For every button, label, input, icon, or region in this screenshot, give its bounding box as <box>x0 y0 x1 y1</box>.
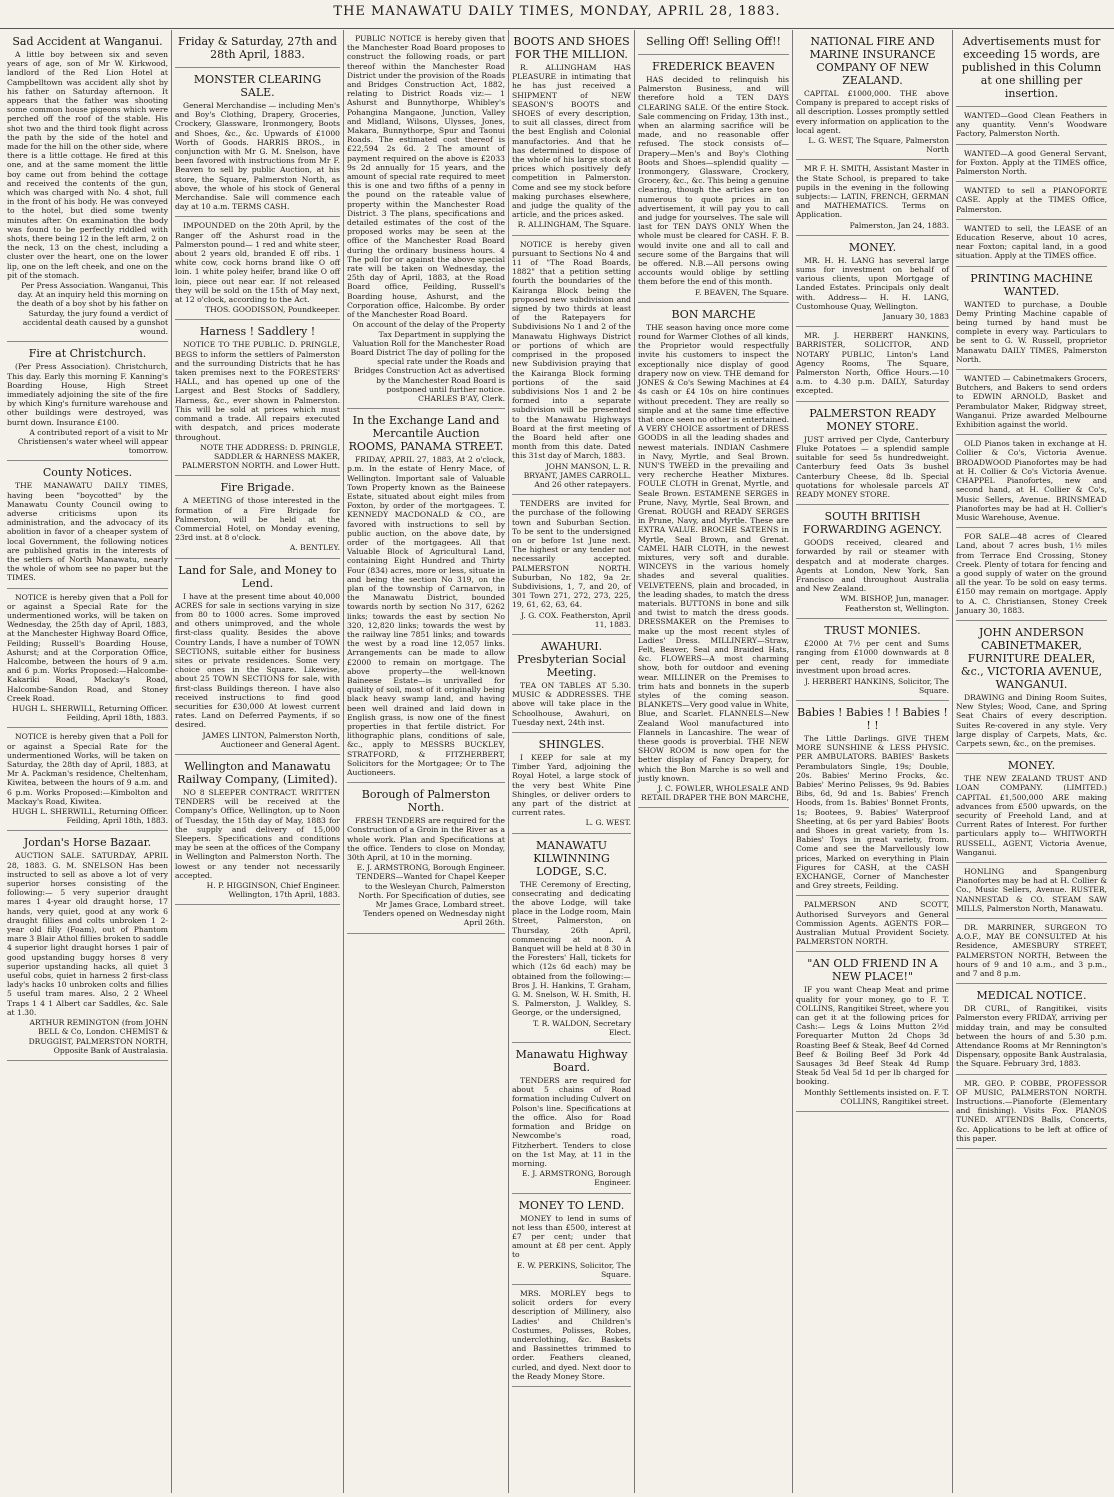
block-signature: T. R. WALDON, Secretary Elect. <box>532 1018 631 1037</box>
block-signature: THOS. GOODISSON, Poundkeeper. <box>205 305 340 315</box>
advert-block <box>796 505 952 619</box>
column-3 <box>344 30 509 1493</box>
block-heading: Borough of Palmerston North. <box>361 788 491 815</box>
block-body: IMPOUNDED on the 20th April, by the Ranger off the Ashurst road in the Palmerston pound— 1 red and white steer, about 2 years old, branded E off ribs. 1 white cow, cock horns brand like O off loin. 1 white poley heifer, brand like O off loin, piece out near ear. If not released they will be sold on the 15th of May next, at 12 o'clock, according to the Act. <box>175 221 343 305</box>
column-2 <box>172 30 344 1493</box>
advert-block <box>796 896 952 952</box>
block-heading: AWAHURI. Presbyterian Social Meeting. <box>517 639 626 679</box>
advert-block <box>512 1194 634 1285</box>
advert-block <box>956 370 1110 435</box>
block-body: WANTED—A good General Servant, for Foxton. Apply at the TIMES office, Palmerston North. <box>956 148 1110 177</box>
block-signature: J. C. FOWLER, WHOLESALE AND RETAIL DRAPER THE BON MARCHE, <box>641 784 789 803</box>
advert-block <box>796 30 952 160</box>
advert-block <box>7 589 171 729</box>
advert-block <box>956 621 1110 754</box>
masthead: THE MANAWATU DAILY TIMES, MONDAY, APRIL 28, 1883. <box>0 4 1114 29</box>
block-signature: Palmerston, Jan 24, 1883. <box>849 220 949 230</box>
advert-block <box>347 783 508 933</box>
advert-block <box>796 952 952 1112</box>
block-body: I KEEP for sale at my Timber Yard, adjoining the Royal Hotel, a large stock of the very best White Pine Shingles, or deliver orders to any part of the district at current rates. <box>512 753 634 818</box>
block-body: MR. GEO. P. COBBE, PROFESSOR OF MUSIC, PALMERSTON NORTH. Instructions.—Pianoforte (Elementary and finishing). Visits Fox. PIANOS TUNED. ATTENDS Balls, Concerts, &c. Applications to be left at office of this paper. <box>956 1078 1110 1143</box>
block-body: DR. MARRINER, SURGEON TO A.O.F., MAY BE CONSULTED At his Residence, AMESBURY STREET, PALMERSTON NORTH, Between the hours of 9 and 10 a.m., and 3 p.m., and 7 and 8 p.m. <box>956 923 1110 979</box>
block-body: NOTICE TO THE PUBLIC. D. PRINGLE, BEGS to inform the settlers of Palmerston and the surrounding Districts that he has taken premises next to the FORESTERS' HALL, and has opened up one of the Largest and Best Stocks of Saddlery, Harness, &c., ever shown in Palmerston. This will be sold at prices which must command a trade. All repairs executed with despatch, and prices moderate throughout. <box>175 340 343 442</box>
advert-block <box>175 476 343 558</box>
advert-block <box>956 220 1110 267</box>
advert-block <box>347 30 508 409</box>
block-heading: Land for Sale, and Money to Lend. <box>178 563 337 590</box>
block-body: THE MANAWATU DAILY TIMES, having been "boycotted" by the Manawatu County Council owing to adverse criticisms upon its administration, and the advocacy of its abolition in favor of a cheaper system of local Government, the following notices are published gratis in the interests of the settlers of North Manawatu, nearly the whole of whom see no paper but the TIMES. <box>7 481 171 583</box>
advert-block <box>512 30 634 236</box>
block-body: CAPITAL £1000,000. THE above Company is prepared to accept risks of all description. Losses promptly settled every information on application to the local agent. <box>796 89 952 135</box>
advert-block <box>796 402 952 505</box>
block-heading: JOHN ANDERSON CABINETMAKER, FURNITURE DEALER, &c., VICTORIA AVENUE, WANGANUI. <box>960 625 1103 691</box>
column-7 <box>953 30 1110 1493</box>
block-heading: NATIONAL FIRE AND MARINE INSURANCE COMPANY OF NEW ZEALAND. <box>809 35 936 87</box>
advert-block <box>956 754 1110 863</box>
advert-block <box>512 1043 634 1193</box>
advert-block <box>638 30 789 55</box>
block-body: JUST arrived per Clyde, Canterbury Fluke Potatoes — a splendid sample suitable for seed 5s hundredweight. Canterbury feed Oats 3s bushel Canterbury Cheese, 8d lb. Special quotations for wholesale parcels AT READY MONEY STORE. <box>796 434 952 499</box>
block-body: I have at the present time about 40,000 ACRES for sale in sections varying in size from 80 to 1000 acres. Some improved and others unimproved, and the whole first-class quality. Besides the above Country Lands, I have a number of TOWN SECTIONS, suitable either for business sites or private residences. Some very choice ones in the Square. Likewise, about 25 TOWN SECTIONS for sale, with first-class Buildings thereon. I have also received instructions to find good securities for £30,000 At lowest current rates. Land on Deferred Payments, if so desired. <box>175 591 343 730</box>
block-signature: JOHN MANSON, L. R. BRYANT, JAMES CARROLL. And 26 other ratepayers. <box>523 461 631 489</box>
advert-block <box>347 409 508 783</box>
block-body: A little boy between six and seven years of age, son of Mr W. Kirkwood, landlord of the Red Lion Hotel at Campbelltown was accident ally shot by his father on Saturday afternoon. It appears that the father was shooting some common house pigeons which were perched off the roof of the stable. His shot two and the third took flight across the path by the side of the hotel and made for the hill on the other side, where there is a little cottage. He fired at this one, and at the same moment the little boy came out from behind the cottage and received the contents of the gun, which was charged with No. 4 shot, full in the front of his body. He was conveyed to the hotel, but died some twenty minutes after. On examination the body was found to be perfectly riddled with shots, there being 12 in the left arm, 2 on the neck, 13 on the chest, including a cluster over the heart, one on the lower lip, one on the left cheek, and one on the pit of the stomach. <box>7 50 171 280</box>
block-body: MR. J. HERBERT HANKINS, BARRISTER, SOLICITOR, AND NOTARY PUBLIC, Linton's Land Agency Rooms, The Square, Palmerston North, Office Hours.—10 a.m. to 4.30 p.m. DAILY, Saturday excepted. <box>796 331 952 396</box>
block-signature: A contributed report of a visit to Mr Christiensen's water wheel will appear tomorrow. <box>17 427 168 456</box>
advert-block <box>175 30 340 68</box>
block-heading: MONEY. <box>1007 759 1056 773</box>
advert-block <box>956 863 1110 919</box>
block-body: WANTED to purchase, a Double Demy Printing Machine capable of being turned by hand must be complete in every way. Particulars to be sent to G. W. Russell, proprietor Manawatu DAILY TIMES, Palmerston North. <box>956 299 1110 364</box>
column-5 <box>635 30 793 1493</box>
block-body: NOTICE is hereby given pursuant to Sections No 4 and 11 of "The Road Boards, 1882" that a petition setting fourth the boundaries of the Kairanga Block being the proposed new subdivision and signed by two thirds at least of the Ratepayers for Subdivisions No 1 and 2 of the Manawatu Highways District or portions of which are comprised in the proposed new Subdivision praying that the Kairanga Block forming portions of the said subdivisions Nos 1 and 2 be formed into a separate subdivision will be presented to the Manawatu Highways Board at the first meeting of the Board held after one month from this date. Dated this 31st day of March, 1883. <box>512 239 634 461</box>
block-signature: F. BEAVEN, The Square. <box>694 287 789 297</box>
block-body: MRS. MORLEY begs to solicit orders for every description of Millinery, also Ladies' and Children's Costumes, Polisses, Robes, underclothing, &c. Baskets and Bassinettes trimmed to order. Feathers cleaned, curled, and dyed. Next door to the Ready Money Store. <box>512 1288 634 1381</box>
block-body: TEA ON TABLES AT 5.30. MUSIC & ADDRESSES. THE above will take place in the Schoolhouse, Awahuri, on Tuesday next, 24th inst. <box>512 680 634 727</box>
block-body: General Merchandise — including Men's and Boy's Clothing, Drapery, Groceries, Crockery, Glassware, Ironmongery, Boots and Shoes, &c., &c. Upwards of £1000 Worth of Goods. HARRIS BROS., in conjunction with Mr G. M. Snelson, have been favored with instructions from Mr F. Beaven to sell by public Auction, at his store, the Square, Palmerston North, as above, the whole of his stock of General Merchandise. Sale will commence each day at 10 a.m. TERMS CASH. <box>175 101 343 212</box>
block-heading: BOOTS AND SHOES FOR THE MILLION. <box>513 35 630 61</box>
advert-block <box>7 831 171 1060</box>
block-heading: Harness ! Saddlery ! <box>199 325 316 339</box>
block-body: IF you want Cheap Meat and prime quality for your money, go to F. T. COLLINS, Rangitikei Street, where you can get it at the following prices for Cash:— Legs & Loins Mutton 2½d Forequarter Mutton 2d Chops 3d Roasting Beef & Steak, Beef 4d Corned Beef & Boiling Beef 3d Pork 4d Sausages 3d Beef Steak 4d Rump Steak 5d Veal 5d 1d per lb charged for booking. <box>796 985 952 1087</box>
block-signature: HUGH L. SHERWILL, Returning Officer. Feilding, April 18th, 1883. <box>12 704 168 723</box>
block-signature: Per Press Association. Wanganui, This day. At an inquiry held this morning on the death of a boy shot by his father on Saturday, the jury found a verdict of accidental death caused by a gunshot wound. <box>16 281 168 337</box>
block-signature: HUGH L. SHERWILL, Returning Officer. Feilding, April 18th, 1883. <box>12 807 168 826</box>
block-body: A MEETING of those interested in the formation of a Fire Brigade for Palmerston, will be held at the Commercial Hotel, on Monday evening, 23rd inst. at 8 o'clock. <box>175 496 343 543</box>
advert-block <box>638 303 792 809</box>
block-heading: Advertisements must for exceeding 15 words, are published in this Column at one shilling per insertion. <box>961 35 1102 100</box>
block-body: WANTED—Good Clean Feathers in any quantity. Venn's Woodware Factory, Palmerston North. <box>956 111 1110 139</box>
advert-block <box>796 236 952 327</box>
block-heading: SHINGLES. <box>538 738 605 751</box>
block-body: WANTED to sell, the LEASE of an Education Reserve, about 10 acres, near Foxton; capital land, in a good situation. Apply at the TIMES office. <box>956 223 1110 261</box>
advert-block <box>512 495 634 635</box>
block-body: NOTICE is hereby given that a Poll for or against a Special Rate for the undermentioned works, will be taken on Wednesday, the 25th day of April, 1883, at the Manchester Highway Board Office, Feilding; Russell's Boarding House, Ashurst; and at the Corporation Office, Halcombe, between the hours of 9 a.m. and 6 p.m. Works Proposed:—Halcombe-Kakariki Road, Mackay's Road, Halcombe-Sandon Road, and Stoney Creek Road. <box>7 592 171 703</box>
block-signature: E. J. ARMSTRONG, Borough Engineer. <box>521 1169 631 1188</box>
advert-block <box>956 528 1110 621</box>
block-body: MONEY to lend in sums of not less than £500, interest at £7 per cent; under that amount at £8 per cent. Apply to <box>512 1213 634 1260</box>
advert-block <box>956 30 1107 107</box>
block-body: OLD Pianos taken in exchange at H. Collier & Co's, Victoria Avenue. BROADWOOD Pianofortes may be had at H. Collier & Co's Victoria Avenue. CHAPPEL Pianofortes, new and second hand, at H. Collier & Co's, Music Sellers, Avenue. BRINSMEAD Pianofortes may be had at H. Collier's Music Warehouse, Avenue. <box>956 439 1110 522</box>
block-heading: In the Exchange Land and Mercantile Auction ROOMS, PANAMA STREET. <box>348 414 504 454</box>
advert-block <box>956 182 1110 220</box>
block-heading: SOUTH BRITISH FORWARDING AGENCY. <box>803 510 942 537</box>
page-columns <box>4 30 1110 1493</box>
block-heading: PALMERSTON READY MONEY STORE. <box>809 406 936 433</box>
block-body: GOODS received, cleared and forwarded by rail or steamer with despatch and at moderate charges. Agents at London, New York, San Francisco and throughout Australia and New Zealand. <box>796 538 952 594</box>
advert-block <box>638 55 792 303</box>
advert-block <box>956 984 1110 1074</box>
advert-block <box>956 107 1110 145</box>
block-heading: MONEY. <box>848 240 897 254</box>
advert-block <box>175 755 343 905</box>
block-body: AUCTION SALE. SATURDAY, APRIL 28, 1883. G. M. SNELSON Has been instructed to sell as above a lot of very superior horses consisting of the following:— 5 very superior draught mares 1 4-year old draught horse, 17 hands, very quiet, good at any work 6 draught fillies and colts unbroken 1 2-year old filly (Foam), out of Phantom mare 3 Blair Athol fillies broken to saddle 4 superior light draught horses 1 pair of good upstanding buggy horses 8 very superior upstanding hacks, all quiet 3 useful cobs, quiet in harness 2 first-class lady's hacks 10 unbroken colts and fillies 5 useful tram mares. Also, 2 2 Wheel Traps 1 4 1 Albert car Saddles, &c. Sale at 1.30. <box>7 851 171 1017</box>
block-signature: NOTE THE ADDRESS: D. PRINGLE, SADDLER & HARNESS MAKER, PALMERSTON NORTH. and Lower Hutt. <box>182 442 340 471</box>
advert-block <box>175 68 343 217</box>
block-heading: MEDICAL NOTICE. <box>976 989 1087 1003</box>
block-body: FRESH TENDERS are required for the Construction of a Groin in the River as a whole work. Plan and Specifications at the office. Tenders to close on Monday, 30th April, at 10 in the morning. <box>347 816 508 863</box>
advert-block <box>796 619 952 701</box>
block-body: DRAWING and Dining Room Suites, New Styles; Wood, Cane, and Spring Seat Chairs of every description. Suites Re-covered in any style. Very large display of Carpets, Mats, &c. Carpets sewn, &c., on the premises. <box>956 692 1110 748</box>
block-heading: Babies ! Babies ! ! Babies ! ! ! <box>797 705 948 732</box>
block-signature: JAMES LINTON, Palmerston North, Auctioneer and General Agent. <box>202 730 340 749</box>
block-signature: J. HERBERT HANKINS, Solicitor, The Square. <box>804 676 949 695</box>
block-body: WANTED — Cabinetmakers Grocers, Butchers, and Bakers to send orders to EDWIN ARNOLD, Basket and Perambulator Maker, Ridgway street, Wanganui. Prize awarded Melbourne Exhibition against the world. <box>956 374 1110 430</box>
advert-block <box>956 1075 1110 1149</box>
block-body: MR. H. H. LANG has several large sums for investment on behalf of various clients, upon Mortgage of Landed Estates. Principals only dealt with. Address— H. H. LANG, Customhouse Quay, Wellington. <box>796 255 952 311</box>
advert-block <box>7 342 171 461</box>
block-heading: Manawatu Highway Board. <box>515 1048 628 1075</box>
block-heading: TRUST MONIES. <box>824 623 921 637</box>
block-body: MR F. H. SMITH, Assistant Master in the State School, is prepared to take pupils in the evening in the following subjects:— LATIN, FRENCH, GERMAN and MATHEMATICS. Terms on Application. <box>796 164 952 220</box>
advert-block <box>796 160 952 235</box>
block-heading: Fire at Christchurch. <box>28 347 147 361</box>
block-heading: County Notices. <box>42 466 133 480</box>
block-signature: WM. BISHOP, Jun, manager. Featherston st, Wellington. <box>840 594 949 613</box>
block-body: PUBLIC NOTICE is hereby given that the Manchester Road Board proposes to construct the following roads, or part thereof within the Manchester Road District under the provision of the Roads and Bridges Construction Act, 1882, relating to District Roads viz:— 1 Ashurst and Bunnythorpe, Whibley's Pohangina Mangaone, Junction, Valley and Midland, Wilsons, Ulysses, Jones, Makara, Bunnythorpe, Spur and Taonui Roads. The estimated cost thereof is £22,594 2s 6d. 2 The amount of payment required on the above is £2033 9s 2d annually for 15 years, and the amount of special rate required to meet this is one and two fifths of a penny in the pound on the rateable value of property within the Manchester Road District. 3 The plans, specifications and detailed estimates of the cost of the proposed works may be seen at the office of the Manchester Road Board during the ordinary business hours. 4 The poll for or against the above special rate will be taken on Wednesday, the 25th day of April, 1883, at the Road Board office, Feilding, Russell's Boarding house, Ashurst, and the Corporation office, Halcombe. By order of the Manchester Road Board. <box>347 34 508 320</box>
block-signature: H. P. HIGGINSON, Chief Engineer. Wellington, 17th April, 1883. <box>206 881 340 900</box>
block-signature: E. W. PERKINS, Solicitor, The Square. <box>516 1260 631 1279</box>
block-heading: Friday & Saturday, 27th and 28th April, 1883. <box>178 35 337 61</box>
block-heading: Selling Off! Selling Off!! <box>646 35 781 48</box>
advert-block <box>956 435 1110 528</box>
block-heading: MONEY TO LEND. <box>518 1198 625 1212</box>
advert-block <box>956 919 1110 984</box>
block-body: HAS decided to relinquish his Palmerston Business, and will therefore hold a TEN DAYS CLEARING SALE. Of the entire Stock. Sale commencing on Friday, 13th inst., when an alarming sacrifice will be made, and no reasonable offer refused. The stock consists of— Drapery—Men's and Boy's Clothing Boots and Shoes—splendid quality —Ironmongery, Glassware, Crockery, Grocery, &c., &c. This being a genuine clearing, though the articles are too numerous to quote prices in an advertisement, it will pay you to call and judge for yourselves. The sale will last for TEN DAYS ONLY When the whole must be cleared for CASH. F. B. would invite one and all to call and secure some of the Bargains that will be offered. N.B.—All persons owing accounts would oblige by settling them before the end of this month. <box>638 75 792 287</box>
block-signature: L. G. WEST. <box>585 818 631 828</box>
block-signature: E. J. ARMSTRONG, Borough Engineer. TENDERS—Wanted for Chapel Keeper to the Wesleyan Church, Palmerston North. For Specification of duties, see Mr James Grace, Lombard street. Tenders opened on Wednesday night April 26th. <box>355 863 505 928</box>
column-6 <box>793 30 953 1493</box>
column-4 <box>509 30 635 1493</box>
advert-block <box>956 145 1110 183</box>
advert-block <box>512 733 634 834</box>
block-heading: BON MARCHE <box>671 307 756 321</box>
advert-block <box>7 30 171 342</box>
block-body: NOTICE is hereby given that a Poll for or against a Special Rate for the undermentioned Works, will be taken on Saturday, the 28th day of April, 1883, at Mr A. Packman's residence, Cheltenham, Kiwitea, between the hours of 9 a.m. and 6 p.m. Works Proposed:—Kimbolton and Mackay's Road, Kiwitea. <box>7 732 171 806</box>
block-heading: MANAWATU KILWINNING LODGE, S.C. <box>533 838 610 878</box>
advert-block <box>7 728 171 831</box>
advert-block <box>796 327 952 401</box>
advert-block <box>512 635 634 733</box>
block-body: TENDERS are invited for the purchase of the following town and Suburban Section. To be sent to the undersigned on or before 1st June next. The highest or any tender not necessarily accepted. PALMERSTON NORTH. Suburban, No 182, 9a 2r. Subdivisions, 1, 7, and 20, of 301 Town 271, 272, 273, 225, 19, 61, 62, 63, 64. <box>512 499 634 610</box>
block-heading: Fire Brigade. <box>220 481 295 495</box>
block-body: TENDERS are required for about 5 chains of Road formation including Culvert on Polson's line. Specifications at the office. Also for Road formation and Bridge on Newcombe's road, Fitzherbert. Tenders to close on the 1st May, at 11 in the morning. <box>512 1076 634 1168</box>
advert-block <box>175 320 343 476</box>
block-signature: ARTHUR REMINGTON (from JOHN BELL & Co, London. CHEMIST & DRUGGIST, PALMERSTON NORTH, Opposite Bank of Australasia. <box>28 1018 168 1055</box>
advert-block <box>796 701 952 896</box>
block-body: DR CURL, of Rangitikei, visits Palmerston every FRIDAY, arriving per midday train, and may be consulted between the hours of and 5.30 p.m. Attendance Rooms at Mr Rennington's Dispensary, opposite Bank Australasia, the Square. February 3rd, 1883. <box>956 1004 1110 1069</box>
block-signature: Monthly Settlements insisted on. F. T. COLLINS, Rangitikei street. <box>804 1087 949 1106</box>
block-body: THE season having once more come round for Warmer Clothes of all kinds, the Proprietor would respectfully invite his customers to inspect the exceptionally nice display of good drapery now on view. THE demand for JONES & Co's Sewing Machines at £4 4s cash or £4 10s on hire continues without precedent. They are really so simple and at the same time effective that once seen no other is entertained. A VERY CHOICE assortment of DRESS GOODS in all the leading shades and newest materials. INDIAN Cashmere in Navy, Myrtle, and Seal Brown. NUN'S TWEED in the prevailing and very recherche Heather Mixtures. FOULE CLOTH in Grenat, Myrtle, and Seale Brown. ESTAMENE SERGES in Prune, Navy, Myrtle, Seal Brown, and Grenat. ROUGH and READY SERGES in Prune, Navy, and Myrtle. These are EXTRA VALUE. BROCHE SATEENS in Myrtle, Seal Brown, and Grenat. CAMEL HAIR CLOTH, in the newest mixtures, very soft and durable. WINCEYS in the various homely shades and several qualities. VELVETEENS, plain and brocaded, in the leading shades, to match the dress materials. BUTTONS in bone and silk and twist to match the dress goods. DRESSMAKER on the Premises to make up the most recent styles of Ladies' Dress. MILLINERY—Straw, Felt, Beaver, Seal and Braided Hats, &c. FLOWERS—A most charming show, both for outdoor and evening wear. MILLINER on the Premises to trim hats and bonnets in the superb styles of the coming season. BLANKETS—Very good value in White, Blue, and Scarlet. FLANNELS—New Zealand Wool manufactured into Flannels in Lancashire. The wear of these goods is proverbial. THE NEW SHOW ROOM is now open for the better display of Fancy Drapery, for which the Bon Marche is so well and justly known. <box>638 322 792 783</box>
advert-block <box>956 267 1110 370</box>
block-signature: On account of the delay of the Property Tax Department in supplying the Valuation Roll for the Manchester Road Board District The day of polling for the special rate under the Roads and Bridges Construction Act as advertised by the Manchester Road Board is postponed until further notice. CHARLES B'AY, Clerk. <box>350 320 505 403</box>
advert-block <box>512 1285 634 1387</box>
block-body: FOR SALE—48 acres of Cleared Land, about 7 acres bush, 1½ miles from Terrace End Crossing, Stoney Creek. Plenty of totara for fencing and a good supply of water on the ground all the year. To be sold on easy terms. £150 may remain on mortgage. Apply to A. C. Christiansen, Stoney Creek January 30, 1883. <box>956 532 1110 615</box>
block-body: NO 8 SLEEPER CONTRACT. WRITTEN TENDERS will be received at the Company's Office, Wellington, up to Noon of Tuesday, the 15th day of May, 1883 for the supply and delivery of 15,000 Sleepers. Specifications and conditions may be seen at the offices of the Company in Wellington and Palmerston North. The lowest or any tender not necessarily accepted. <box>175 787 343 880</box>
block-body: £2000 At 7½ per cent and Sums ranging from £1000 downwards at 8 per cent, ready for immediate investment upon broad acres. <box>796 638 952 676</box>
advert-block <box>7 461 171 588</box>
block-heading: Sad Accident at Wanganui. <box>12 35 163 48</box>
block-body: The Little Darlings. GIVE THEM MORE SUNSHINE & LESS PHYSIC. PER AMBULATORS. BABIES' Baskets Perambulators Single, 19s; Double, 20s. Babies' Merino Frocks, &c. Babies' Merino Pelisses, 9s 9d. Babies Bibs, 6d, 9d and 1s. Babies' French Hoods, from 1s. Babies' Bonnet Fronts, 1s; Bootees, 9. Babies' Waterproof Sheeting, at 6s per yard Babies' Boots and Shoes in great variety, from 1s. Babies' Toys in great variety, from. Come and see the Marvellously low prices, Marked on everything in Plain Figures for CASH, at the CASH EXCHANGE, Corner of Manchester and Grey streets, Feilding. <box>796 733 952 891</box>
block-signature: L. G. WEST, The Square, Palmerston North <box>808 136 949 155</box>
block-signature: A. BENTLEY. <box>289 543 340 553</box>
advert-block <box>175 559 343 755</box>
block-heading: Wellington and Manawatu Railway Company, (Limited). <box>177 759 338 786</box>
block-heading: FREDERICK BEAVEN <box>652 60 775 73</box>
block-body: HONLING and Spangenburg Pianofortes may be had at H. Collier & Co., Music Sellers, Avenue. RUSTER, NANNESTAD & CO. STEAM SAW MILLS, Palmerston North, Manawatu. <box>956 866 1110 913</box>
advert-block <box>175 217 343 320</box>
block-body: WANTED to sell a PIANOFORTE CASE. Apply at the TIMES Office, Palmerston. <box>956 186 1110 214</box>
advert-block <box>512 834 634 1043</box>
block-heading: Jordan's Horse Bazaar. <box>23 836 152 850</box>
advert-block <box>512 236 634 495</box>
block-signature: J. G. COX. Featherston, April 11, 1883. <box>520 610 631 629</box>
block-body: PALMERSON AND SCOTT, Authorised Surveyors and General Commission Agents. AGENTS FOR—Australian Mutual Provident Society. PALMERSTON NORTH. <box>796 900 952 947</box>
block-heading: PRINTING MACHINE WANTED. <box>970 271 1093 298</box>
block-signature: R. ALLINGHAM, The Square. <box>517 220 631 230</box>
block-body: THE NEW ZEALAND TRUST AND LOAN COMPANY. (LIMITED.) CAPITAL £1,500,000 ARE making advances from £500 upwards, on the security of Freehold Land, and at Current Rates of Interest. For further particulars apply to— WHITWORTH RUSSELL, AGENT, Victoria Avenue, Wanganui. <box>956 774 1110 857</box>
block-body: FRIDAY, APRIL 27, 1883, At 2 o'clock, p.m. In the estate of Henry Mace, of Wellington. Important sale of Valuable Town Property known as the Baineese Estate, situated about eight miles from Foxton, by order of the mortgagees. T. KENNEDY MACDONALD & CO., are favored with instructions to sell by public auction, on the above date, by order of the mortgagees. All that Valuable Block of Agricultural Land, containing Eight Hundred and Thirty Four (834) acres, more or less, situate in and being the section No 319, on the plan of the township of Carnarvon, in the Manawatu District, bounded towards north by section No 317, 6262 links; towards the east by section No 320, 12,820 links; towards the west by the railway line 7851 links; and towards the west by a road line 12,057 links. Arrangements can be made to allow £2000 to remain on mortgage. The above property—the well-known Baineese Estate—is unrivalled for quality of soil, most of it originally being black heavy swamp land, and having been well drained and laid down in English grass, is now one of the finest properties in that fertile district. For lithographic plans, conditions of sale, &c., apply to MESSRS BUCKLEY, STRATFORD, & FITZHERBERT, Solicitors for the Mortgagee; Or to The Auctioneers. <box>347 455 508 778</box>
block-heading: "AN OLD FRIEND IN A NEW PLACE!" <box>807 957 938 984</box>
block-heading: MONSTER CLEARING SALE. <box>193 73 322 99</box>
block-signature: January 30, 1883 <box>882 312 949 322</box>
column-1 <box>4 30 172 1493</box>
block-body: (Per Press Association). Christchurch, This day. Early this morning F. Kanning's Boarding House, High Street immediately adjoining the site of the fire by which King's furniture warehouse and other buildings were destroyed, was burnt down. Insurance £100. <box>7 362 171 427</box>
block-body: THE Ceremony of Erecting, consecrating and dedicating the above Lodge, will take place in the Lodge room, Main Street, Palmerston, on Thursday, 26th April, commencing at noon. A Banquet will be held at 8 30 in the Foresters' Hall, tickets for which (12s 6d each) may be obtained from the following:—Bros J. H. Hankins, T. Graham, G. M. Snelson, W. H. Smith, H. S. Palmerston, J. Walkley, S. George, or the undersigned, <box>512 879 634 1018</box>
block-body: R. ALLINGHAM HAS PLEASURE in intimating that he has just received a SHIPMENT of NEW SEASON'S BOOTS and SHOES of every description, to suit all classes, direct from the best English and Colonial manufactories. And that he has determined to dispose of the whole of his large stock at prices which positively defy competition in Palmerston. Come and see my stock before making purchases elsewhere, and judge the quality of the article, and the prices asked. <box>512 63 634 220</box>
